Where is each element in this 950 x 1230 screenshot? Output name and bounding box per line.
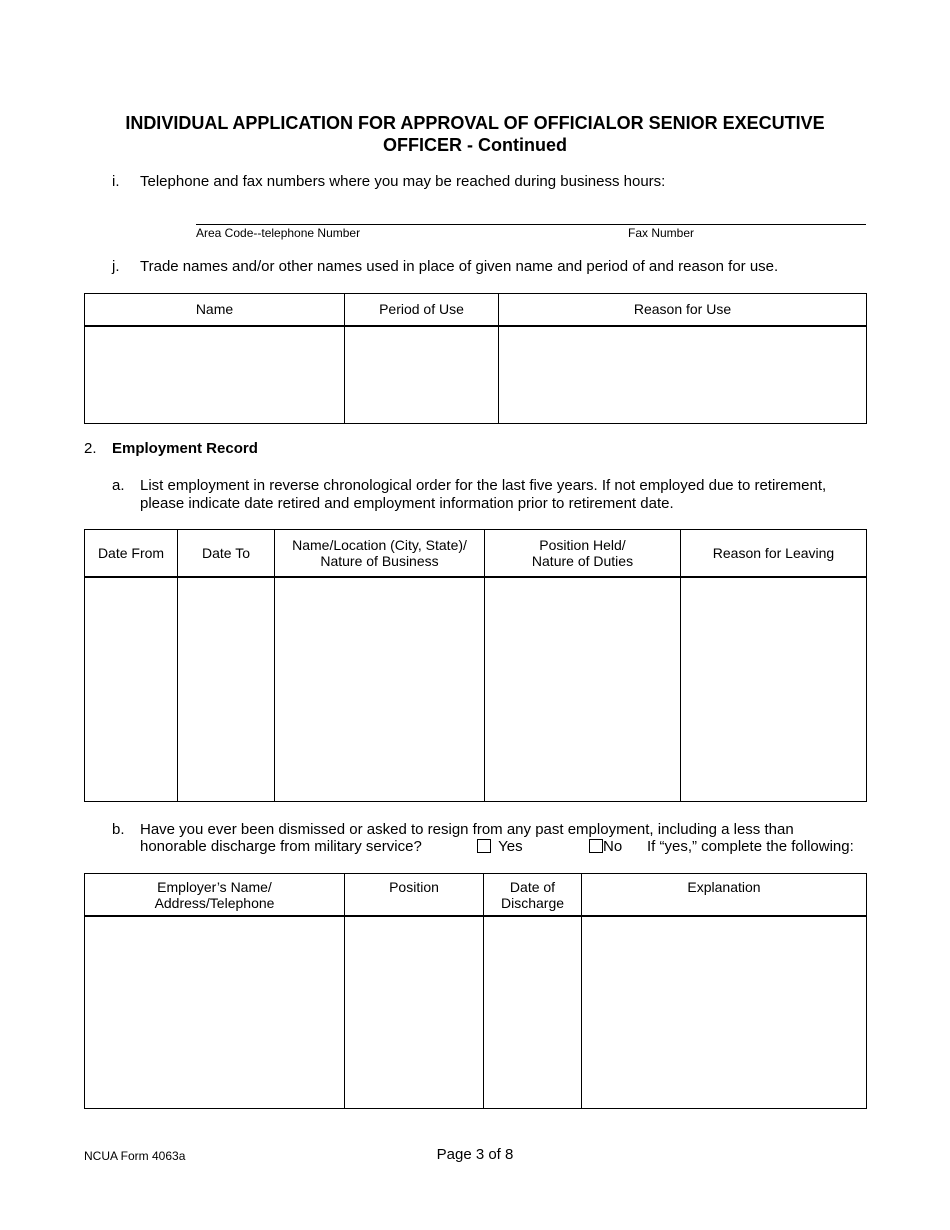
col-header-date-from: Date From bbox=[85, 530, 178, 577]
trade-names-table bbox=[84, 293, 867, 424]
col-header-period-of-use: Period of Use bbox=[345, 294, 499, 326]
date-to-cell[interactable] bbox=[178, 577, 275, 802]
position-cell[interactable] bbox=[345, 916, 484, 1109]
form-id: NCUA Form 4063a bbox=[84, 1149, 186, 1163]
employer-name-cell[interactable] bbox=[85, 916, 345, 1109]
item-a-marker: a. bbox=[112, 477, 125, 494]
item-a-text bbox=[140, 477, 826, 513]
item-a-text-line2: please indicate date retired and employment information prior to retirement date. bbox=[140, 495, 674, 512]
section-2-title: Employment Record bbox=[112, 440, 258, 457]
item-a-text-line1: List employment in reverse chronological order for the last five years. If not employed due to retirement, bbox=[140, 477, 827, 494]
name-cell[interactable] bbox=[85, 326, 345, 424]
item-b-marker: b. bbox=[112, 821, 125, 838]
col-header-date-to: Date To bbox=[178, 530, 275, 577]
position-held-cell[interactable] bbox=[485, 577, 681, 802]
page-title bbox=[84, 112, 866, 156]
col-header-name: Name bbox=[85, 294, 345, 326]
dismissal-table bbox=[84, 873, 867, 1109]
date-from-cell[interactable] bbox=[85, 577, 178, 802]
item-j-question: Trade names and/or other names used in place of given name and period of and reason for use. bbox=[140, 258, 779, 275]
col-header-position-held: Position Held/ Nature of Duties bbox=[485, 530, 681, 577]
section-2-number: 2. bbox=[84, 440, 97, 457]
yes-checkbox[interactable] bbox=[477, 839, 491, 853]
period-of-use-cell[interactable] bbox=[345, 326, 499, 424]
name-location-cell[interactable] bbox=[275, 577, 485, 802]
yes-option[interactable] bbox=[477, 838, 523, 856]
employment-record-table bbox=[84, 529, 867, 802]
col-header-reason-for-use: Reason for Use bbox=[499, 294, 867, 326]
fax-field-label: Fax Number bbox=[628, 226, 695, 240]
item-b-text-line1: Have you ever been dismissed or asked to resign from any past employment, including a less than bbox=[140, 821, 794, 838]
col-header-employer-name: Employer’s Name/ Address/Telephone bbox=[85, 874, 345, 916]
phone-field-label: Area Code--telephone Number bbox=[196, 226, 361, 240]
item-i-marker: i. bbox=[112, 173, 120, 190]
phone-fax-signature-line[interactable] bbox=[196, 224, 866, 225]
item-j-marker: j. bbox=[112, 258, 120, 275]
item-i-question: Telephone and fax numbers where you may be reached during business hours: bbox=[140, 173, 666, 190]
yes-label: Yes bbox=[498, 838, 523, 855]
no-option[interactable] bbox=[589, 838, 622, 856]
date-of-discharge-cell[interactable] bbox=[484, 916, 582, 1109]
page-title-line1: INDIVIDUAL APPLICATION FOR APPROVAL OF OFFICIALOR SENIOR EXECUTIVE bbox=[125, 113, 825, 133]
no-checkbox[interactable] bbox=[589, 839, 603, 853]
col-header-date-of-discharge: Date of Discharge bbox=[484, 874, 582, 916]
reason-for-use-cell[interactable] bbox=[499, 326, 867, 424]
if-yes-followup: If “yes,” complete the following: bbox=[647, 838, 854, 855]
explanation-cell[interactable] bbox=[582, 916, 867, 1109]
col-header-position: Position bbox=[345, 874, 484, 916]
page-number: Page 3 of 8 bbox=[436, 1146, 514, 1163]
reason-for-leaving-cell[interactable] bbox=[681, 577, 867, 802]
col-header-name-location: Name/Location (City, State)/ Nature of Business bbox=[275, 530, 485, 577]
col-header-explanation: Explanation bbox=[582, 874, 867, 916]
item-b-text-line2: honorable discharge from military service? bbox=[140, 838, 422, 855]
page-title-line2: OFFICER - Continued bbox=[383, 135, 567, 155]
col-header-reason-for-leaving: Reason for Leaving bbox=[681, 530, 867, 577]
no-label: No bbox=[603, 838, 623, 855]
